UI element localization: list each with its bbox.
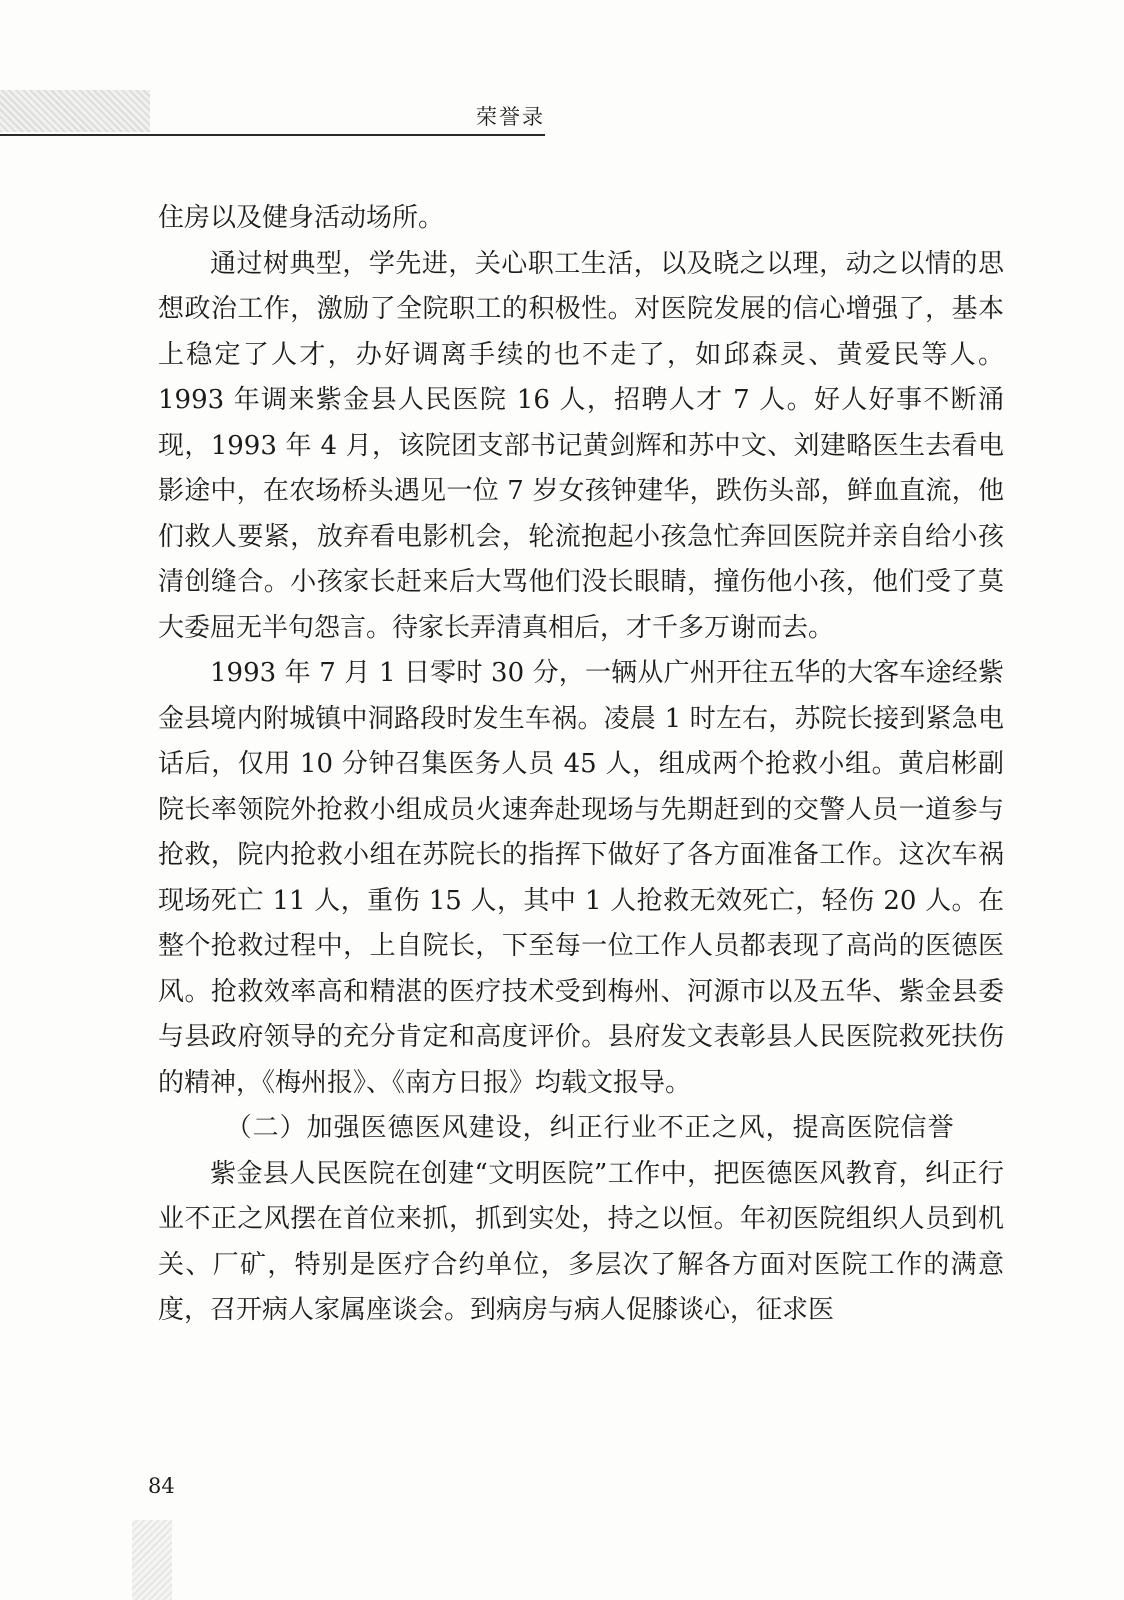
- running-head: [0, 104, 545, 136]
- scan-shadow-bottom: [132, 1520, 172, 1600]
- paragraph-continued: 住房以及健身活动场所。: [158, 203, 445, 233]
- paragraph: 紫金县人民医院在创建“文明医院”工作中，把医德医风教育，纠正行业不正之风摆在首位来抓，抓到实处，持之以恒。年初医院组织人员到机关、厂矿，特别是医疗合约单位，多层次了解各方面对医院工作的满意度，召开病人家属座谈会。到病房与病人促膝谈心，征求医: [158, 1158, 1004, 1325]
- paragraph: 1993 年 7 月 1 日零时 30 分，一辆从广州开往五华的大客车途经紫金县境内附城镇中洞路段时发生车祸。凌晨 1 时左右，苏院长接到紧急电话后，仅用 10 分钟召集医务人员 45 人，组成两个抢救小组。黄启彬副院长率领院外抢救小组成员火速奔赴现场与先期赶到的交警人员一道参与抢救，院内抢救小组在苏院长的指挥下做好了各方面准备工作。这次车祸现场死亡 11 人，重伤 15 人，其中 1 人抢救无效死亡，轻伤 20 人。在整个抢救过程中，上自院长，下至每一位工作人员都表现了高尚的医德医风。抢救效率高和精湛的医疗技术受到梅州、河源市以及五华、紫金县委与县政府领导的充分肯定和高度评价。县府发文表彰县人民医院救死扶伤的精神，《梅州报》、《南方日报》均载文报导。: [158, 658, 1004, 1098]
- page-number: 84: [148, 1474, 175, 1498]
- running-head-title: 荣誉录: [476, 105, 545, 129]
- paragraph: 通过树典型，学先进，关心职工生活，以及晓之以理，动之以情的思想政治工作，激励了全院职工的积极性。对医院发展的信心增强了，基本上稳定了人才，办好调离手续的也不走了，如邱森灵、黄爱民等人。1993 年调来紫金县人民医院 16 人，招聘人才 7 人。好人好事不断涌现，1993 年 4 月，该院团支部书记黄剑辉和苏中文、刘建略医生去看电影途中，在农场桥头遇见一位 7 岁女孩钟建华，跌伤头部，鲜血直流，他们救人要紧，放弃看电影机会，轮流抱起小孩急忙奔回医院并亲自给小孩清创缝合。小孩家长赶来后大骂他们没长眼睛，撞伤他小孩，他们受了莫大委屈无半句怨言。待家长弄清真相后，才千多万谢而去。: [158, 248, 1004, 643]
- section-subheading: （二）加强医德医风建设，纠正行业不正之风，提高医院信誉: [225, 1113, 955, 1143]
- body-text: [158, 196, 1004, 1334]
